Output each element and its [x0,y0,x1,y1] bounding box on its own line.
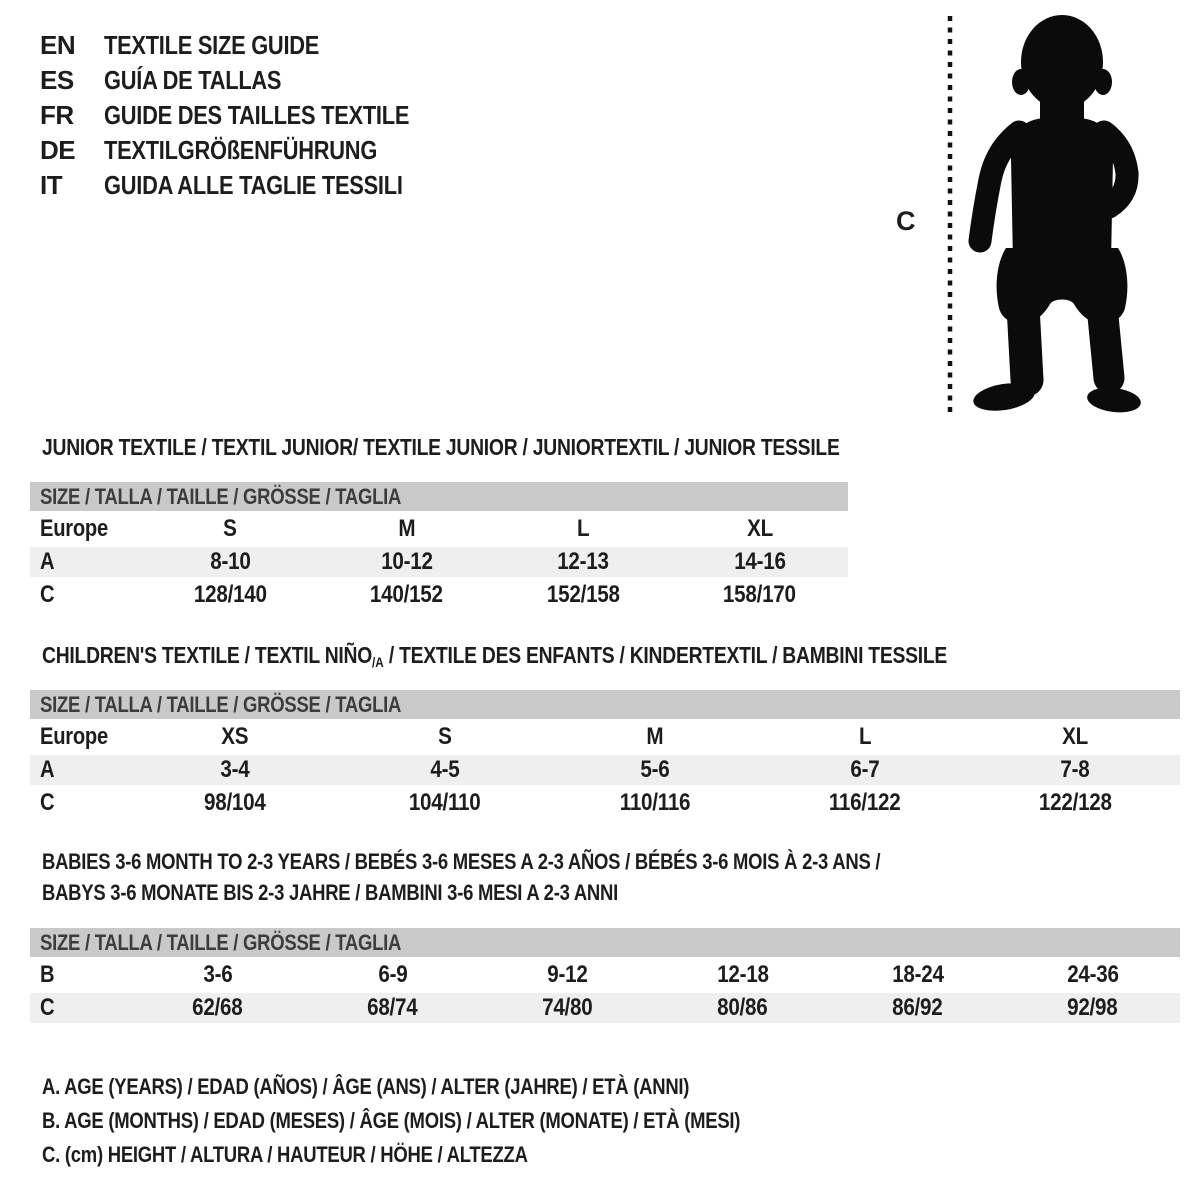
months-cell: 18-24 [891,961,944,988]
size-header-bar [30,482,848,511]
language-row [40,98,467,133]
age-cell: 6-7 [850,756,880,783]
table-row-age [30,547,848,577]
months-cell: 9-12 [547,961,588,988]
row-label: C [40,789,55,816]
height-cell: 110/116 [619,789,691,816]
age-cell: 12-13 [557,548,609,575]
babies-title-line2: BABYS 3-6 MONATE BIS 2-3 JAHRE / BAMBINI 3-6 MESI A 2-3 ANNI [42,880,618,905]
row-label: B [40,961,55,988]
height-cell: 122/128 [1038,789,1112,816]
babies-title-line1: BABIES 3-6 MONTH TO 2-3 YEARS / BEBÉS 3-6 MESES A 2-3 AÑOS / BÉBÉS 3-6 MOIS À 2-3 ANS / [42,849,881,874]
size-cell: L [858,723,872,750]
toddler-silhouette-icon [971,15,1142,415]
size-cell: S [438,723,452,750]
children-title-sub: /A [372,654,384,670]
children-section-title [42,642,1119,670]
junior-size-table [30,482,848,610]
months-cell: 24-36 [1066,961,1119,988]
size-cell: M [646,723,664,750]
height-cell: 104/110 [409,789,481,816]
size-header-bar [30,928,1180,957]
row-label: A [40,548,55,575]
age-cell: 4-5 [430,756,460,783]
size-cell: S [223,515,238,542]
language-row [40,168,467,203]
months-cell: 3-6 [202,961,233,988]
height-measure-label: C [896,206,916,236]
table-row-months [30,960,1180,990]
size-cell: L [577,515,590,542]
guide-title: GUÍA DE TALLAS [104,65,282,95]
height-cell: 62/68 [192,994,243,1021]
height-cell: 92/98 [1067,994,1118,1021]
height-cell: 152/158 [546,581,620,608]
age-cell: 7-8 [1060,756,1090,783]
row-label: C [40,994,55,1021]
legend-line-b: B. AGE (MONTHS) / EDAD (MESES) / ÂGE (MOIS) / ALTER (MONATE) / ETÀ (MESI) [42,1108,741,1133]
table-row-height [30,580,848,610]
height-cell: 74/80 [542,994,593,1021]
table-row-europe [30,514,848,544]
height-cell: 140/152 [370,581,444,608]
size-header-bar [30,690,1180,719]
age-cell: 8-10 [210,548,251,575]
guide-title: TEXTILGRÖßENFÜHRUNG [104,135,378,165]
language-code: ES [40,65,74,95]
row-label: Europe [40,515,108,542]
language-row [40,133,467,168]
months-cell: 6-9 [377,961,408,988]
language-row [40,28,467,63]
row-label: C [40,581,55,608]
language-code: FR [40,100,74,130]
height-cell: 86/92 [892,994,943,1021]
table-row-height [30,993,1180,1023]
junior-section-title [42,434,992,461]
height-cell: 80/86 [717,994,768,1021]
age-cell: 14-16 [733,548,786,575]
height-cell: 128/140 [193,581,267,608]
table-row-age [30,755,1180,785]
size-header-text: SIZE / TALLA / TAILLE / GRÖSSE / TAGLIA [40,483,402,509]
language-code: EN [40,30,76,60]
junior-title-text: JUNIOR TEXTILE / TEXTIL JUNIOR/ TEXTILE JUNIOR / JUNIORTEXTIL / JUNIOR TESSILE [42,434,840,460]
language-title-list [40,28,467,203]
size-cell: XL [746,515,773,542]
guide-title: GUIDA ALLE TAGLIE TESSILI [104,170,403,200]
height-cell: 116/122 [829,789,901,816]
height-cell: 158/170 [723,581,797,608]
children-size-table [30,690,1180,818]
legend-line-c: C. (cm) HEIGHT / ALTURA / HAUTEUR / HÖHE / ALTEZZA [42,1142,528,1167]
children-title-text: CHILDREN'S TEXTILE / TEXTIL $NIÑO_{/A}$ / TEXTILE DES ENFANTS / KINDERTEXTIL / BAMBINI TESSILE [42,642,948,670]
table-row-europe [30,722,1180,752]
age-cell: 3-4 [220,756,250,783]
language-code: IT [40,170,63,200]
toddler-silhouette-figure [920,8,1180,420]
size-cell: XS [221,723,249,750]
age-cell: 5-6 [640,756,670,783]
language-code: DE [40,135,76,165]
guide-title: TEXTILE SIZE GUIDE [104,30,320,60]
guide-title: GUIDE DES TAILLES TEXTILE [104,100,410,130]
table-row-height [30,788,1180,818]
size-cell: M [398,515,416,542]
row-label: A [40,756,55,783]
age-cell: 10-12 [380,548,433,575]
language-row [40,63,467,98]
size-header-text: SIZE / TALLA / TAILLE / GRÖSSE / TAGLIA [40,929,402,955]
legend-line-a: A. AGE (YEARS) / EDAD (AÑOS) / ÂGE (ANS) / ALTER (JAHRE) / ETÀ (ANNI) [42,1074,690,1099]
babies-section-title [42,849,1040,911]
size-header-text: SIZE / TALLA / TAILLE / GRÖSSE / TAGLIA [40,691,402,717]
babies-size-table [30,928,1180,1023]
size-cell: XL [1062,723,1088,750]
height-cell: 98/104 [204,789,266,816]
months-cell: 12-18 [716,961,769,988]
measure-legend [42,1070,873,1172]
row-label: Europe [40,723,108,750]
height-cell: 68/74 [367,994,418,1021]
